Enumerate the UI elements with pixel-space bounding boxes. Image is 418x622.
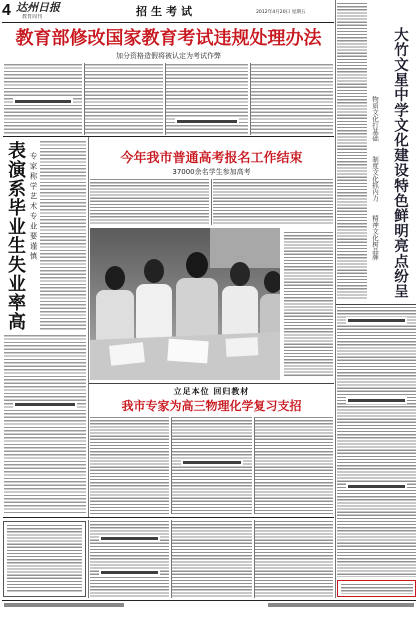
- bottom-body-col-2: [172, 521, 252, 597]
- enrollment-subhead: 37000余名学生参加高考: [172, 168, 251, 176]
- notice-box-text: [341, 584, 413, 594]
- left-article-headline: 表演系毕业生失业率高: [5, 141, 26, 331]
- lead-subhead: 加分资格造假将被认定为考试作弊: [116, 52, 221, 60]
- left-article-body-bottom: [4, 335, 86, 515]
- section-rule: [336, 304, 416, 305]
- school-subhead-1: 物质文化打基础: [371, 96, 379, 142]
- school-article-subhead: [369, 96, 381, 301]
- school-subhead-2: 制度文化抓内力: [371, 155, 379, 201]
- section-title: 招生考试: [136, 5, 196, 18]
- info-box: [3, 521, 86, 597]
- bottom-section-subhead: [101, 571, 158, 574]
- info-box-text: [7, 525, 82, 593]
- lead-body-col-4: [251, 64, 333, 134]
- news-photo: [90, 228, 280, 380]
- section-rule: [3, 517, 334, 518]
- column-rule: [211, 179, 212, 225]
- review-section-subhead: [183, 461, 241, 464]
- page-number: 4: [2, 2, 11, 19]
- lead-section-subhead: [177, 120, 236, 123]
- school-section-subhead: [348, 319, 405, 322]
- review-body-col-1: [90, 417, 169, 514]
- enrollment-body-col-1: [90, 179, 209, 225]
- issue-date: 2012年4月20日 星期五: [256, 10, 306, 15]
- enrollment-body-col-2: [213, 179, 333, 225]
- footer-rule: [2, 600, 416, 601]
- school-article-body-bottom: [337, 307, 416, 577]
- school-subhead-3: 精神文化树品牌: [371, 215, 379, 261]
- lead-section-subhead: [15, 100, 71, 103]
- lead-body-col-3: [166, 64, 248, 134]
- supplement-name: 教育周刊: [22, 14, 43, 20]
- footer-contact: [268, 603, 414, 607]
- column-rule: [88, 137, 89, 517]
- section-rule: [89, 383, 334, 384]
- section-rule: [3, 136, 334, 137]
- header-rule: [2, 22, 334, 23]
- left-article-subhead: 专家称学艺术专业要谨慎: [29, 152, 38, 262]
- review-body-col-2: [172, 417, 252, 514]
- right-column-divider: [335, 0, 336, 598]
- left-article-section-subhead: [15, 403, 74, 406]
- review-headline: 我市专家为高三物理化学复习支招: [121, 399, 302, 413]
- lead-headline: 教育部修改国家教育考试违规处理办法: [15, 28, 322, 49]
- footer-credits: [4, 603, 124, 607]
- enrollment-headline: 今年我市普通高考报名工作结束: [120, 151, 303, 166]
- school-section-subhead: [348, 485, 405, 488]
- bottom-section-subhead: [101, 537, 158, 540]
- bottom-body-col-1: [90, 521, 169, 597]
- school-article-headline: 大竹文星中学文化建设特色鲜明亮点纷呈: [392, 27, 408, 299]
- lead-body-col-2: [85, 64, 163, 134]
- notice-box: [337, 580, 416, 597]
- newspaper-logo: 达州日报: [16, 1, 60, 14]
- review-body-col-3: [255, 417, 333, 514]
- school-section-subhead: [348, 399, 405, 402]
- school-article-body-top: [337, 3, 367, 299]
- lead-body-col-1: [4, 64, 82, 134]
- photo-caption: [284, 232, 333, 377]
- review-kicker: 立足本位 回归教材: [173, 387, 250, 396]
- column-rule: [88, 520, 89, 598]
- left-article-body-top: [40, 141, 86, 331]
- bottom-body-col-3: [255, 521, 333, 597]
